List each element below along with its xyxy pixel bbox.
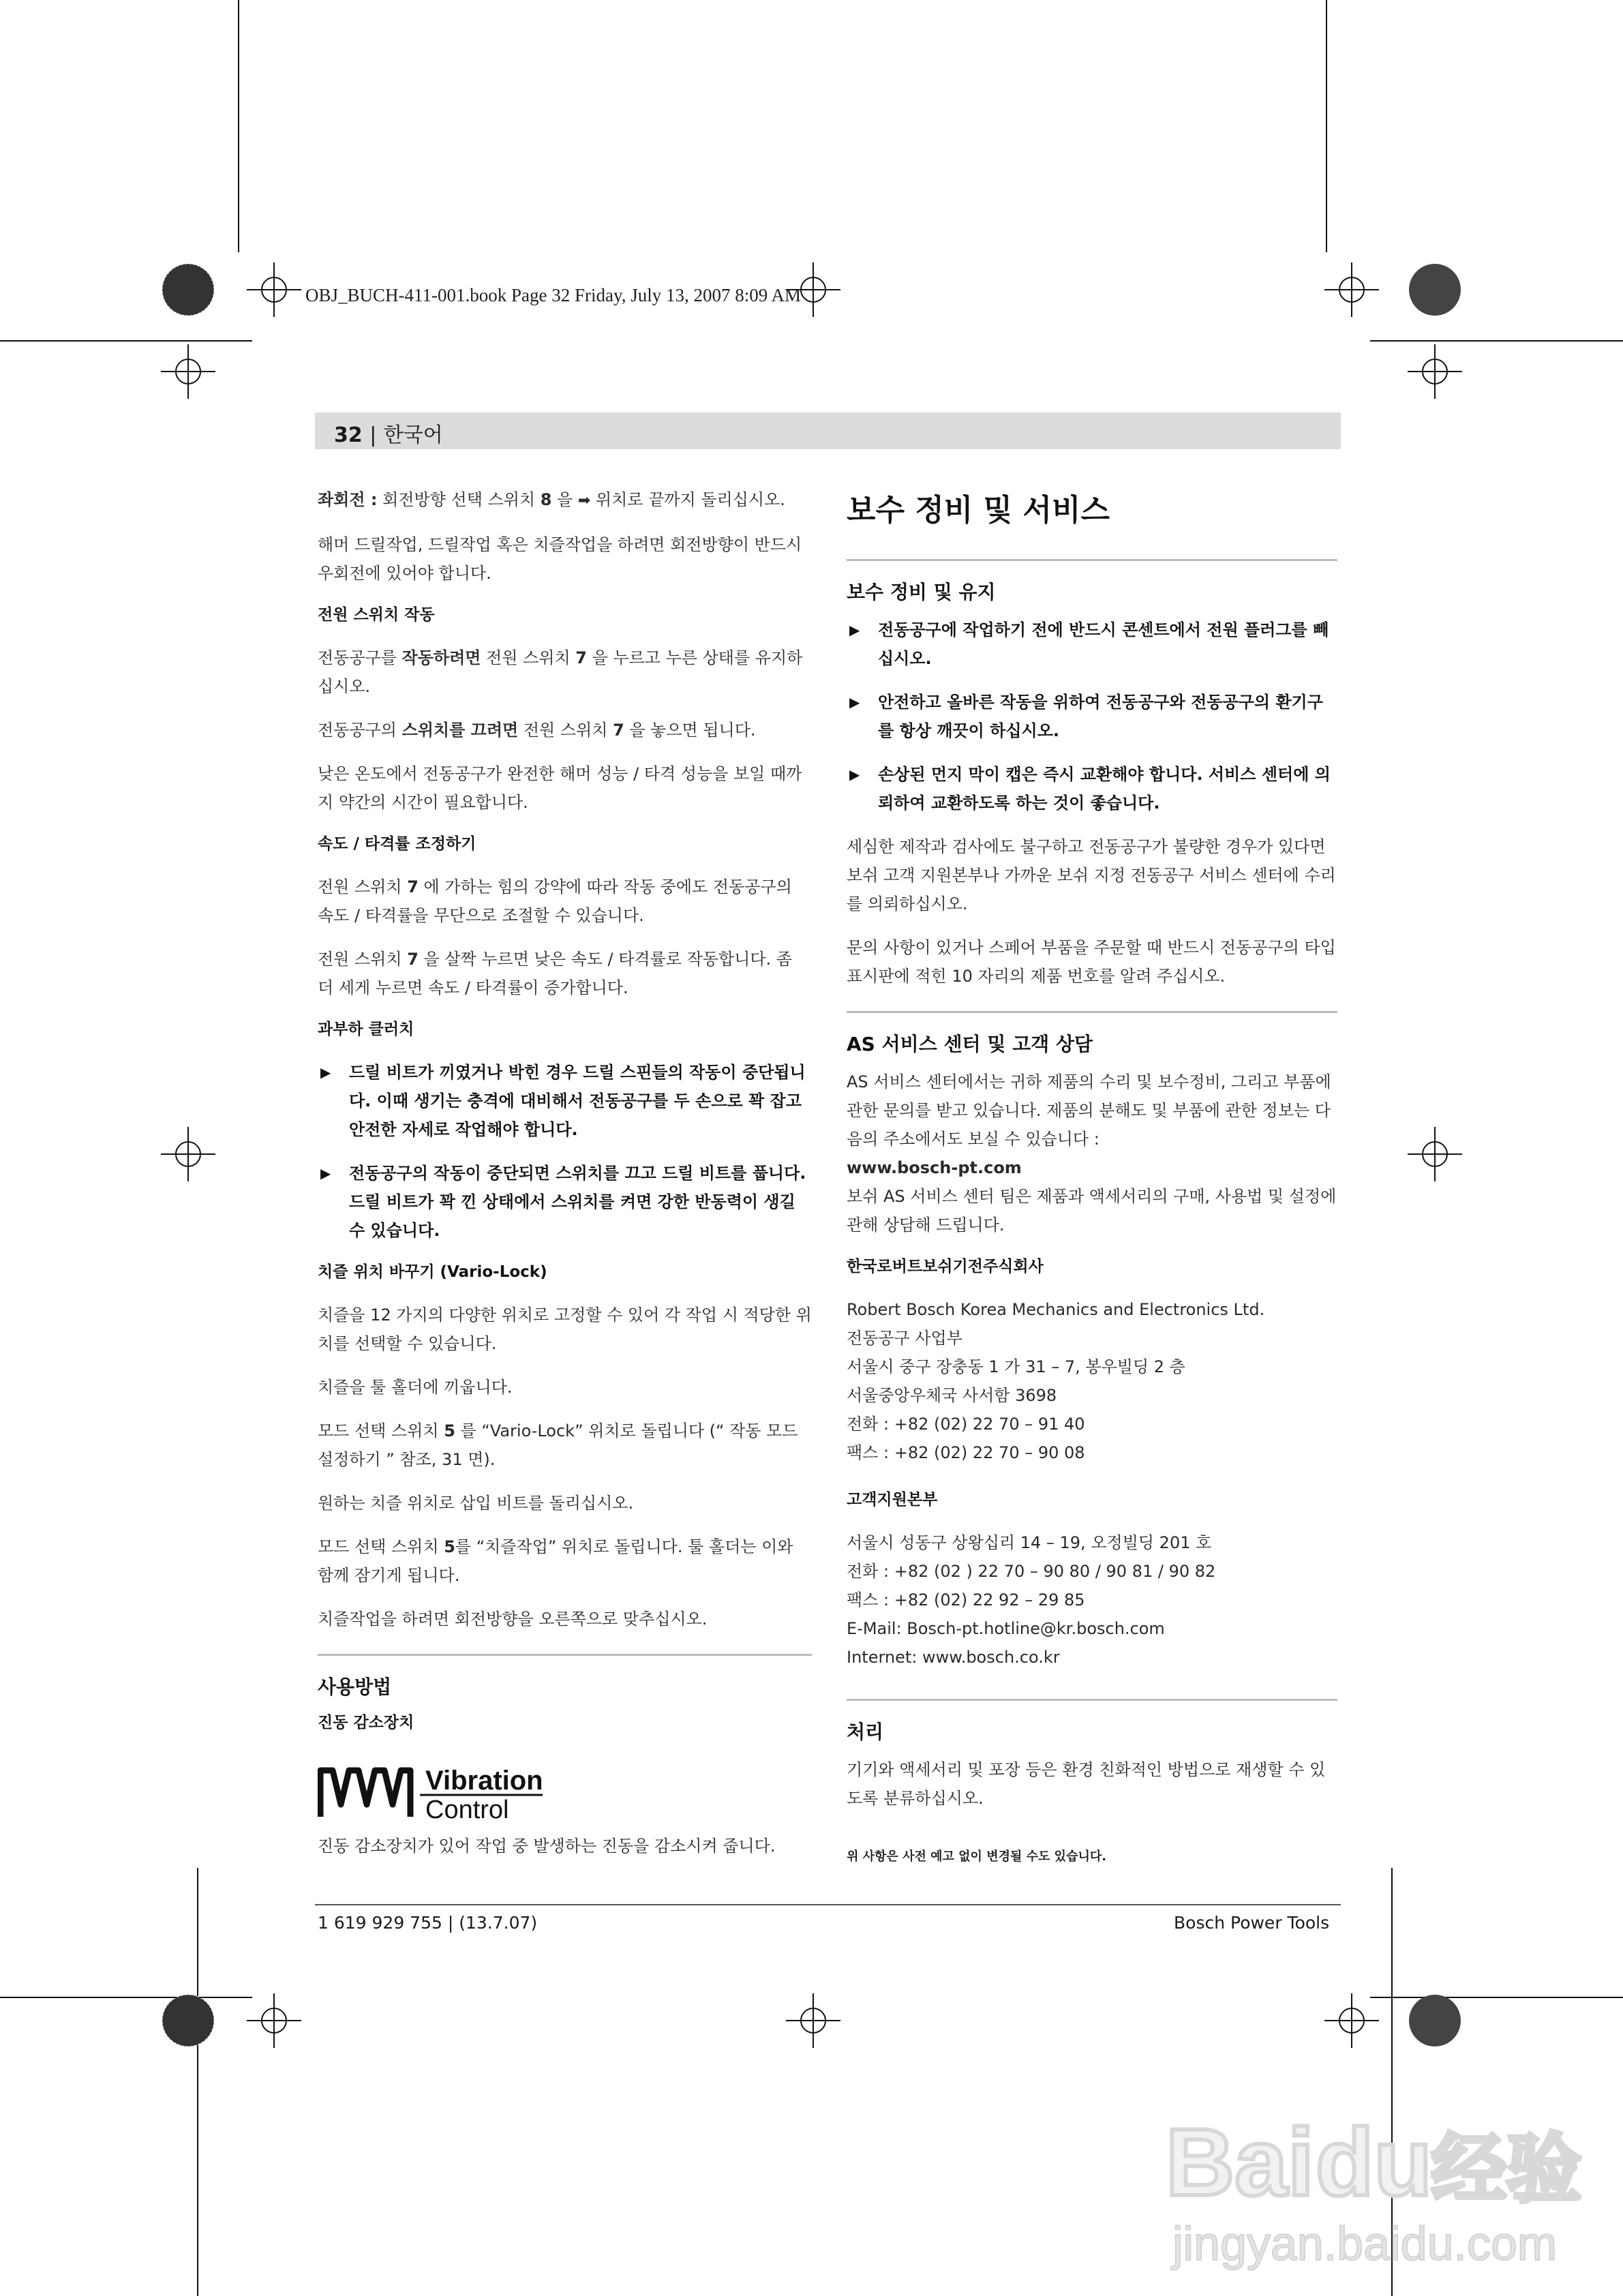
switch-number: 7 [407,877,419,896]
email-line[interactable]: E-Mail: Bosch-pt.hotline@kr.bosch.com [847,1619,1165,1638]
vibration-heading: 진동 감소장치 [318,1714,414,1732]
phone-line: 전화 : +82 (02 ) 22 70 – 90 80 / 90 81 / 90 82 [847,1562,1216,1581]
support-address [847,1528,1337,1672]
as-service-paragraph-2: 보쉬 AS 서비스 센터 팀은 제품과 액세서리의 구매, 사용법 및 설정에 관해 상담해 드립니다. [847,1187,1337,1235]
footer-rule [315,1904,1341,1905]
chisel-paragraph-1: 치즐을 12 가지의 다양한 위치로 고정할 수 있어 각 작업 시 적당한 위치를 선택할 수 있습니다. [318,1305,812,1353]
page-header-bar [315,412,1341,449]
address-line: Robert Bosch Korea Mechanics and Electronics Ltd. [847,1300,1265,1319]
text: 전동공구에 작업하기 전에 반드시 콘센트에서 전원 플러그를 빼십시오. [878,620,1329,668]
text: 을 [551,490,578,509]
text: 모드 선택 스위치 [318,1421,444,1440]
company-address [847,1295,1337,1467]
text: 회전방향 선택 스위치 [377,490,541,509]
switch-off-paragraph [318,716,812,744]
text: 을 살짝 누르면 낮은 속도 / 타격률로 작동합니다. 좀 더 세게 누르면 속도 / 타격률이 증가합니다. [318,950,792,997]
maintenance-paragraph-2: 문의 사항이 있거나 스페어 부품을 주문할 때 반드시 전동공구의 타입 표시판에 적힌 10 자리의 제품 번호를 알려 주십시오. [847,938,1336,986]
fax-line: 팩스 : +82 (02) 22 70 – 90 08 [847,1443,1085,1462]
rotation-left-paragraph [318,485,812,515]
phone-line: 전화 : +82 (02) 22 70 – 91 40 [847,1415,1085,1434]
clutch-bullet-2 [318,1159,812,1245]
footer-brand: Bosch Power Tools [1174,1913,1330,1933]
switch-on-paragraph [318,644,812,701]
text: 드릴 비트가 끼였거나 박힌 경우 드릴 스핀들의 작동이 중단됩니다. 이때 생기는 충격에 대비해서 전동공구를 두 손으로 꽉 잡고 안전한 자세로 작업해야 합니다. [349,1063,806,1139]
maintenance-paragraph-1: 세심한 제작과 검사에도 불구하고 전동공구가 불량한 경우가 있다면 보쉬 고객 지원본부나 가까운 보쉬 지정 전동공구 서비스 센터에 수리를 의뢰하십시오. [847,837,1336,913]
address-line: 서울시 성동구 상왕십리 14 – 19, 오정빌딩 201 호 [847,1533,1212,1552]
maintenance-bullet-1 [847,616,1337,673]
text: 손상된 먼지 막이 캡은 즉시 교환해야 합니다. 서비스 센터에 의뢰하여 교환하도록 하는 것이 좋습니다. [878,765,1331,813]
watermark-url: jingyan.baidu.com [1172,2217,1558,2270]
address-line: 서울중앙우체국 사서함 3698 [847,1386,1057,1405]
disposal-paragraph: 기기와 액세서리 및 포장 등은 환경 친화적인 방법으로 재생할 수 있도록 분류하십시오. [847,1760,1326,1808]
bullet-triangle-icon: ▶ [320,1165,331,1181]
vibration-logo-line2: Control [425,1796,509,1824]
text: 전동공구의 작동이 중단되면 스위치를 끄고 드릴 비트를 풉니다. 드릴 비트가 꽉 낀 상태에서 스위치를 켜면 강한 반동력이 생길 수 있습니다. [349,1164,806,1240]
text: 을 놓으면 됩니다. [624,721,756,740]
bosch-url-link[interactable]: www.bosch-pt.com [847,1158,1022,1177]
support-heading: 고객지원본부 [847,1491,938,1509]
text: 전원 스위치 [518,721,613,740]
speed-paragraph-1 [318,873,812,930]
usage-section-title: 사용방법 [318,1654,812,1700]
text: 전원 스위치 [318,950,408,969]
book-info: OBJ_BUCH-411-001.book Page 32 Friday, July 13, 2007 8:09 AM [305,285,802,305]
chisel-paragraph-5 [318,1532,812,1590]
footer-part-number: 1 619 929 755 | (13.7.07) [318,1913,538,1933]
chisel-paragraph-4: 원하는 치즐 위치로 삽입 비트를 돌리십시오. [318,1494,634,1513]
arrow-right-icon: ➡ [577,492,591,509]
text: 모드 선택 스위치 [318,1537,444,1556]
page-header [334,418,443,448]
as-service-paragraph-1: AS 서비스 센터에서는 귀하 제품의 수리 및 보수정비, 그리고 부품에 관한 문의를 받고 있습니다. 제품의 분해도 및 부품에 관한 정보는 다음의 주소에서도 보실 수 있습니다 : [847,1072,1331,1149]
bullet-triangle-icon: ▶ [849,766,860,783]
text: 전원 스위치 [318,877,408,896]
switch-number: 5 [444,1421,455,1440]
text: 스위치를 끄려면 [401,721,519,740]
chisel-paragraph-2: 치즐을 툴 홀더에 끼웁니다. [318,1378,513,1397]
maintenance-main-title: 보수 정비 및 서비스 [847,493,1110,528]
bullet-triangle-icon: ▶ [849,694,860,710]
text: 을 누르고 누른 상태를 유지하십시오. [318,648,803,696]
rotation-left-label: 좌회전 : [318,490,378,509]
clutch-bullet-1 [318,1058,812,1144]
text: 안전하고 올바른 작동을 위하여 전동공구와 전동공구의 환기구를 항상 깨끗이 하십시오. [878,693,1323,740]
page-number: 32 [334,423,363,447]
text: 에 가하는 힘의 강약에 따라 작동 중에도 전동공구의 속도 / 타격률을 무단으로 조절할 수 있습니다. [318,877,792,925]
maintenance-section-title: 보수 정비 및 유지 [847,559,1337,605]
switch-number: 7 [407,950,419,969]
chisel-paragraph-6: 치즐작업을 하려면 회전방향을 오른쪽으로 맞추십시오. [318,1610,708,1629]
change-notice: 위 사항은 사전 예고 없이 변경될 수도 있습니다. [847,1849,1107,1864]
right-column [847,485,1337,1864]
switch-number: 8 [540,490,552,509]
watermark-bai: Bai [1166,2109,1314,2216]
cold-temperature-paragraph: 낮은 온도에서 전동공구가 완전한 해머 성능 / 타격 성능을 보일 때까지 약간의 시간이 필요합니다. [318,764,802,812]
text: 전동공구의 [318,721,402,740]
vibration-control-logo [318,1757,549,1825]
clutch-heading: 과부하 클러치 [318,1021,414,1038]
switch-number: 5 [444,1537,455,1556]
maintenance-bullet-2 [847,688,1337,745]
maintenance-bullet-3 [847,760,1337,817]
baidu-watermark [1159,2106,1595,2277]
internet-line[interactable]: Internet: www.bosch.co.kr [847,1648,1060,1667]
bullet-triangle-icon: ▶ [849,622,860,638]
switch-number: 7 [613,721,624,740]
header-separator: | [369,423,377,447]
vibration-logo-line1: Vibration [425,1766,543,1796]
text: 를 “치즐작업” 위치로 돌립니다. 툴 홀더는 이와 함께 잠기게 됩니다. [318,1537,793,1585]
speed-heading: 속도 / 타격률 조정하기 [318,835,476,853]
fax-line: 팩스 : +82 (02) 22 92 – 29 85 [847,1590,1085,1610]
power-switch-heading: 전원 스위치 작동 [318,606,435,624]
watermark-du: du [1316,2109,1433,2216]
bullet-triangle-icon: ▶ [320,1064,331,1081]
speed-paragraph-2 [318,945,812,1002]
chisel-paragraph-3 [318,1417,812,1474]
left-column [318,485,812,1875]
text: 전원 스위치 [481,648,576,667]
watermark-brand: 经验 [1431,2128,1581,2211]
address-line: 전동공구 사업부 [847,1329,962,1348]
as-service-section-title: AS 서비스 센터 및 고객 상담 [847,1011,1337,1057]
switch-number: 7 [575,648,587,667]
vibration-paragraph: 진동 감소장치가 있어 작업 중 발생하는 진동을 감소시켜 줍니다. [318,1837,776,1856]
text: 를 “Vario-Lock” 위치로 돌립니다 (“ 작동 모드 설정하기 ” 참조, 31 면). [318,1421,798,1469]
company-heading: 한국로버트보쉬기전주식회사 [847,1258,1044,1275]
text: 작동하려면 [401,648,481,667]
chisel-heading: 치즐 위치 바꾸기 (Vario-Lock) [318,1263,547,1281]
disposal-section-title: 처리 [847,1699,1337,1744]
address-line: 서울시 중구 장충동 1 가 31 – 7, 봉우빌딩 2 층 [847,1357,1185,1376]
text: 전동공구를 [318,648,402,667]
hammer-paragraph: 해머 드릴작업, 드릴작업 혹은 치즐작업을 하려면 회전방향이 반드시 우회전에 있어야 합니다. [318,535,802,583]
text: 위치로 끝까지 돌리십시오. [590,490,785,509]
header-language: 한국어 [383,423,443,447]
